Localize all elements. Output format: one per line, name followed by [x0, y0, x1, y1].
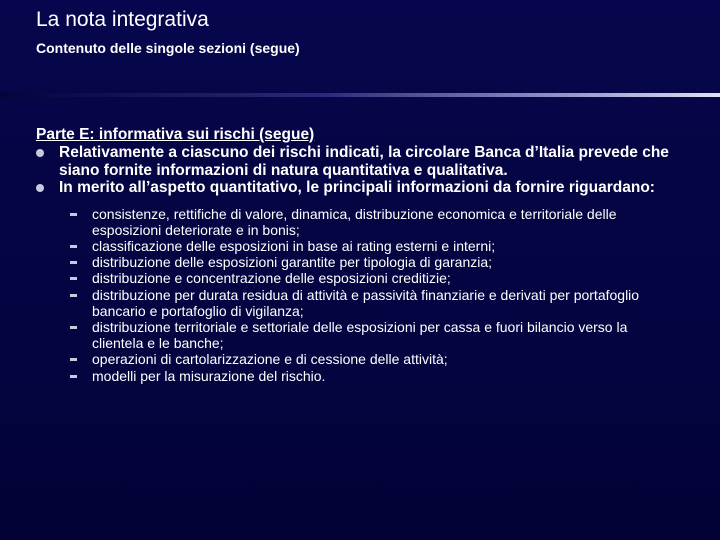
subbullet-text: consistenze, rettifiche di valore, dinamica, distribuzione economica e territoriale delle esposizioni deteriorate e in bonis;	[92, 205, 617, 238]
dash-icon	[70, 326, 77, 329]
dash-icon	[70, 277, 77, 280]
subbullet-text: distribuzione per durata residua di attività e passività finanziarie e derivati per portafoglio bancario e portafoglio di vigilanza;	[92, 286, 640, 319]
bullet-text: In merito all’aspetto quantitativo, le principali informazioni da fornire riguardano:	[59, 179, 655, 196]
bullet-item	[36, 179, 669, 197]
subbullet-item	[36, 319, 682, 351]
subbullet-item	[36, 368, 682, 384]
subbullet-item	[36, 270, 682, 286]
subbullet-text: classificazione delle esposizioni in base ai rating esterni e interni;	[92, 237, 496, 254]
bullet-dot-icon	[36, 184, 44, 192]
subbullet-text: modelli per la misurazione del rischio.	[92, 367, 326, 384]
subbullet-item	[36, 206, 682, 238]
dash-icon	[70, 213, 77, 216]
subbullet-item	[36, 238, 682, 254]
slide-content	[36, 126, 696, 384]
subbullet-text: distribuzione e concentrazione delle esposizioni creditizie;	[92, 270, 451, 287]
subbullet-text: distribuzione delle esposizioni garantite per tipologia di garanzia;	[92, 254, 493, 271]
subbullet-text: operazioni di cartolarizzazione e di cessione delle attività;	[92, 351, 448, 368]
dash-icon	[70, 358, 77, 361]
bullet-item	[36, 144, 669, 179]
bullet-dot-icon	[36, 149, 44, 157]
bullet-text: Relativamente a ciascuno dei rischi indicati, la circolare Banca d’Italia prevede che siano fornite informazioni di natura quantitativa e qualitativa.	[59, 144, 669, 179]
dash-icon	[70, 294, 77, 297]
subbullet-item	[36, 351, 682, 367]
slide-title: La nota integrativa	[36, 8, 209, 31]
subbullet-item	[36, 254, 682, 270]
slide-subtitle: Contenuto delle singole sezioni (segue)	[36, 40, 300, 56]
subbullet-list	[36, 206, 696, 384]
section-title: Parte E: informativa sui rischi (segue)	[36, 126, 315, 143]
dash-icon	[70, 261, 77, 264]
dash-icon	[70, 245, 77, 248]
subbullet-text: distribuzione territoriale e settoriale delle esposizioni per cassa e fuori bilancio verso la clientela e le banche;	[92, 318, 628, 352]
header-divider	[0, 93, 720, 97]
subbullet-item	[36, 287, 682, 319]
dash-icon	[70, 375, 77, 378]
slide-header	[0, 0, 720, 96]
